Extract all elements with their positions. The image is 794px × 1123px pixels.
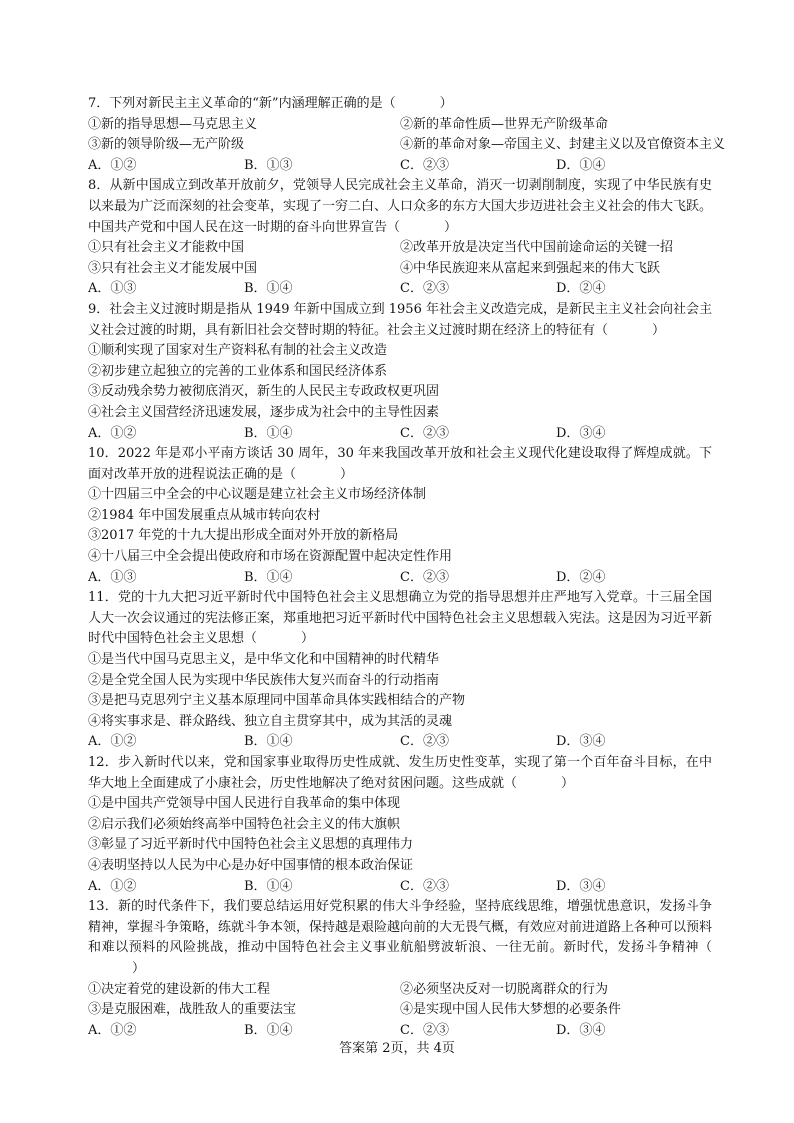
option: ④社会主义国营经济迅速发展，逐步成为社会中的主导性因素 xyxy=(88,404,440,420)
choice-d: D．②④ xyxy=(556,281,606,297)
question-stem: 8．从新中国成立到改革开放前夕，党领导人民完成社会主义革命，消灭一切剥削制度，实现了中华民族有史以来最为广泛而深刻的社会变革，实现了一穷二白、人口众多的东方大国大步迈进社会主义社会的伟大飞跃。中国共产党和中国人民在这一时期的奋斗向世界宣告（ ） xyxy=(88,178,713,235)
option: ④将实事求是、群众路线、独立自主贯穿其中，成为其活的灵魂 xyxy=(88,713,453,729)
choice-b: B．①④ xyxy=(244,734,293,750)
choice-a: A．①② xyxy=(88,1022,137,1038)
choice-c: C．②③ xyxy=(400,878,449,894)
answer-choices xyxy=(88,279,712,300)
question-stem: 7．下列对新民主主义革命的“新”内涵理解正确的是（ ） xyxy=(88,96,453,111)
option: ①顺利实现了国家对生产资料私有制的社会主义改造 xyxy=(88,343,388,359)
question-stem: 11．党的十九大把习近平新时代中国特色社会主义思想确立为党的指导思想并庄严地写入党章。十三届全国人大一次会议通过的宪法修正案，郑重地把习近平新时代中国特色社会主义思想载入宪法。这是因为习近平新时代中国特色社会主义思想（ ） xyxy=(88,590,713,647)
choice-c: C．②③ xyxy=(400,734,449,750)
choice-b: B．①④ xyxy=(244,425,293,441)
option: ③2017 年党的十九大提出形成全面对外开放的新格局 xyxy=(88,528,399,544)
choice-c: C．②③ xyxy=(400,1022,449,1038)
option: ③新的领导阶级—无产阶级 xyxy=(88,137,245,153)
choice-b: B．①④ xyxy=(244,878,293,894)
answer-choices xyxy=(88,568,712,589)
answer-choices xyxy=(88,156,712,177)
question-7 xyxy=(88,94,726,176)
option: ②启示我们必须始终高举中国特色社会主义的伟大旗帜 xyxy=(88,816,401,832)
choice-b: B．①④ xyxy=(244,281,293,297)
option: ④新的革命对象—帝国主义、封建主义以及官僚资本主义 xyxy=(400,137,726,153)
choice-a: A．①② xyxy=(88,734,137,750)
choice-d: D．③④ xyxy=(556,1022,606,1038)
option: ③彰显了习近平新时代中国特色社会主义思想的真理伟力 xyxy=(88,837,414,853)
option: ④表明坚持以人民为中心是办好中国事情的根本政治保证 xyxy=(88,857,414,873)
answer-choices xyxy=(88,1021,712,1042)
choice-a: A．①③ xyxy=(88,281,137,297)
choice-a: A．①② xyxy=(88,157,137,173)
choice-a: A．①③ xyxy=(88,569,137,585)
question-12 xyxy=(88,753,712,897)
option: ①新的指导思想—马克思主义 xyxy=(88,116,258,132)
choice-c: C．②③ xyxy=(400,425,449,441)
answer-choices xyxy=(88,877,712,898)
choice-b: B．①④ xyxy=(244,569,293,585)
question-stem: 13．新的时代条件下，我们要总结运用好党积累的伟大斗争经验，坚持底线思维，增强忧患意识，发扬斗争精神，掌握斗争策略，练就斗争本领，保持越是艰险越向前的大无畏气概，有效应对前进道路上各种可以预料和难以预料的风险挑战，推动中国特色社会主义事业航船劈波斩浪、一往无前。新时代，发扬斗争精神（） xyxy=(88,899,713,976)
option: ①只有社会主义才能救中国 xyxy=(88,240,245,256)
question-stem: 9．社会主义过渡时期是指从 1949 年新中国成立到 1956 年社会主义改造完成，是新民主主义社会向社会主义社会过渡的时期，具有新旧社会交替时期的特征。社会主义过渡时期在经济上的特征有（ ） xyxy=(88,301,712,338)
option: ①十四届三中全会的中心议题是建立社会主义市场经济体制 xyxy=(88,487,427,503)
option: ①是中国共产党领导中国人民进行自我革命的集中体现 xyxy=(88,796,401,812)
question-8 xyxy=(88,176,712,300)
option: ①决定着党的建设新的伟大工程 xyxy=(88,981,271,997)
question-10 xyxy=(88,444,712,588)
choice-d: D．②④ xyxy=(556,569,606,585)
choice-a: A．①② xyxy=(88,878,137,894)
choice-d: D．③④ xyxy=(556,878,606,894)
choice-b: B．①③ xyxy=(244,157,293,173)
option: ③反动残余势力被彻底消灭，新生的人民民主专政政权更巩固 xyxy=(88,384,440,400)
option: ②新的革命性质—世界无产阶级革命 xyxy=(400,116,609,132)
question-9 xyxy=(88,300,712,444)
option: ③是把马克思列宁主义基本原理同中国革命具体实践相结合的产物 xyxy=(88,693,466,709)
choice-d: D．①④ xyxy=(556,157,606,173)
option: ③是克服困难，战胜敌人的重要法宝 xyxy=(88,1002,297,1018)
question-list xyxy=(88,94,726,1041)
option: ③只有社会主义才能发展中国 xyxy=(88,260,258,276)
option: ②改革开放是决定当代中国前途命运的关键一招 xyxy=(400,240,674,256)
choice-d: D．③④ xyxy=(556,425,606,441)
answer-choices xyxy=(88,732,712,753)
page-footer: 答案第 2页，共 4页 xyxy=(339,1041,455,1056)
choice-c: C．②③ xyxy=(400,281,449,297)
choice-d: D．③④ xyxy=(556,734,606,750)
choice-c: C．②③ xyxy=(400,569,449,585)
option: ②是全党全国人民为实现中华民族伟大复兴而奋斗的行动指南 xyxy=(88,672,440,688)
answer-choices xyxy=(88,424,712,445)
choice-a: A．①② xyxy=(88,425,137,441)
question-13 xyxy=(88,897,712,1041)
option: ④是实现中国人民伟大梦想的必要条件 xyxy=(400,1002,622,1018)
option: ④十八届三中全会提出使政府和市场在资源配置中起决定性作用 xyxy=(88,549,453,565)
choice-b: B．①④ xyxy=(244,1022,293,1038)
choice-c: C．②③ xyxy=(400,157,449,173)
question-stem: 10．2022 年是邓小平南方谈话 30 周年，30 年来我国改革开放和社会主义现代化建设取得了辉煌成就。下面对改革开放的进程说法正确的是（ ） xyxy=(88,446,712,482)
option: ①是当代中国马克思主义，是中华文化和中国精神的时代精华 xyxy=(88,652,440,668)
option: ②必须坚决反对一切脱离群众的行为 xyxy=(400,981,609,997)
option: ②初步建立起独立的完善的工业体系和国民经济体系 xyxy=(88,363,388,379)
option: ②1984 年中国发展重点从城市转向农村 xyxy=(88,507,321,523)
question-stem: 12．步入新时代以来，党和国家事业取得历史性成就、发生历史性变革，实现了第一个百年奋斗目标，在中华大地上全面建成了小康社会，历史性地解决了绝对贫困问题。这些成就（ ） xyxy=(88,755,712,791)
question-11 xyxy=(88,588,712,753)
option: ④中华民族迎来从富起来到强起来的伟大飞跃 xyxy=(400,260,661,276)
